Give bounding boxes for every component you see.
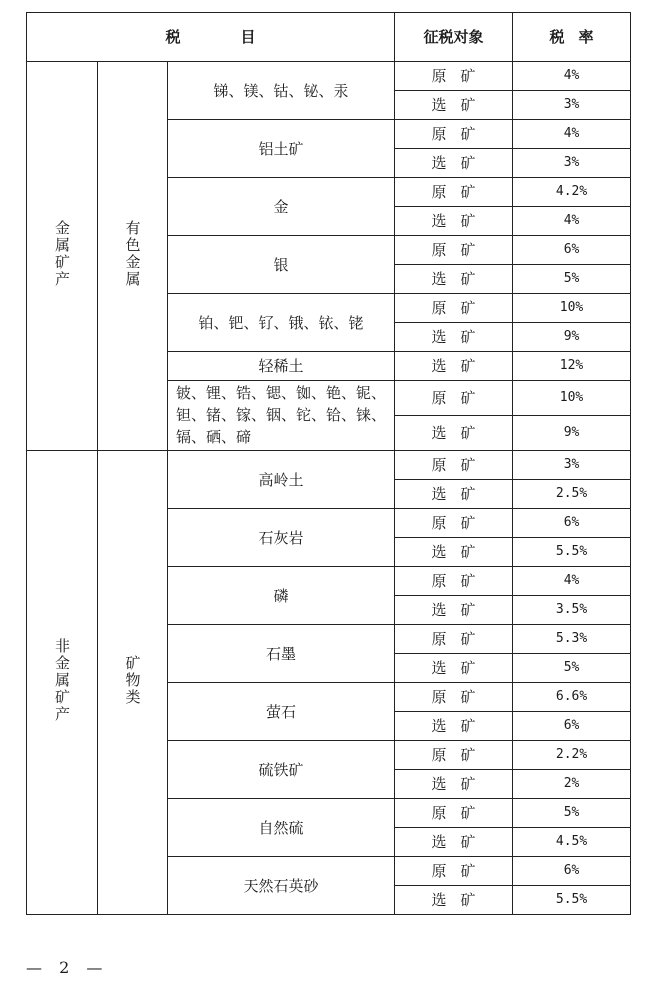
tax-object: 原矿 (395, 294, 513, 323)
tax-rate: 4% (513, 120, 631, 149)
tax-object: 选矿 (395, 352, 513, 381)
category-cell (27, 451, 98, 915)
tax-rate: 4% (513, 62, 631, 91)
tax-rate: 3.5% (513, 596, 631, 625)
subcategory-label: 有色金属 (123, 220, 142, 289)
tax-rate: 3% (513, 149, 631, 178)
tax-rate: 6% (513, 712, 631, 741)
tax-rate: 10% (513, 381, 631, 416)
tax-rate: 4.5% (513, 828, 631, 857)
tax-object: 选矿 (395, 770, 513, 799)
tax-object: 选矿 (395, 654, 513, 683)
header-rate: 税率 (513, 13, 631, 62)
tax-object: 选矿 (395, 207, 513, 236)
tax-rate: 5% (513, 265, 631, 294)
tax-rate: 5.5% (513, 886, 631, 915)
tax-rate: 5% (513, 799, 631, 828)
tax-rate: 12% (513, 352, 631, 381)
category-label: 非金属矿产 (53, 638, 71, 724)
tax-item-name: 萤石 (168, 683, 395, 741)
tax-item-name: 锑、镁、钴、铋、汞 (168, 62, 395, 120)
tax-item-name: 天然石英砂 (168, 857, 395, 915)
tax-rate: 5.3% (513, 625, 631, 654)
tax-object: 原矿 (395, 120, 513, 149)
subcategory-cell (98, 451, 168, 915)
tax-item-name: 石灰岩 (168, 509, 395, 567)
tax-item-name: 金 (168, 178, 395, 236)
tax-object: 原矿 (395, 857, 513, 886)
category-label: 金属矿产 (53, 220, 71, 289)
tax-object: 选矿 (395, 265, 513, 294)
table-row (27, 62, 631, 91)
tax-object: 原矿 (395, 381, 513, 416)
tax-rate: 6% (513, 857, 631, 886)
tax-object: 原矿 (395, 683, 513, 712)
tax-rate: 4% (513, 567, 631, 596)
tax-item-name: 高岭土 (168, 451, 395, 509)
tax-rate: 2.5% (513, 480, 631, 509)
tax-rate: 6% (513, 509, 631, 538)
subcategory-cell (98, 62, 168, 451)
tax-object: 选矿 (395, 323, 513, 352)
tax-object: 原矿 (395, 509, 513, 538)
tax-rate: 10% (513, 294, 631, 323)
tax-object: 原矿 (395, 625, 513, 654)
tax-object: 选矿 (395, 828, 513, 857)
tax-rate: 5.5% (513, 538, 631, 567)
subcategory-label: 矿物类 (123, 655, 142, 707)
tax-item-name: 硫铁矿 (168, 741, 395, 799)
tax-object: 原矿 (395, 799, 513, 828)
page-number: — 2 — (26, 958, 109, 977)
tax-item-name: 银 (168, 236, 395, 294)
tax-item-name: 自然硫 (168, 799, 395, 857)
tax-object: 选矿 (395, 712, 513, 741)
tax-rate: 2% (513, 770, 631, 799)
tax-rate: 9% (513, 416, 631, 451)
tax-item-name: 轻稀土 (168, 352, 395, 381)
tax-object: 选矿 (395, 416, 513, 451)
tax-object: 原矿 (395, 741, 513, 770)
tax-rate: 5% (513, 654, 631, 683)
tax-rate: 3% (513, 451, 631, 480)
tax-rate: 6.6% (513, 683, 631, 712)
tax-object: 选矿 (395, 886, 513, 915)
tax-rate: 2.2% (513, 741, 631, 770)
table-header-row (27, 13, 631, 62)
tax-object: 选矿 (395, 596, 513, 625)
tax-rate: 9% (513, 323, 631, 352)
table-row (27, 451, 631, 480)
tax-rate: 3% (513, 91, 631, 120)
tax-object: 原矿 (395, 62, 513, 91)
tax-item-name: 铍、锂、锆、锶、铷、铯、铌、钽、锗、镓、铟、铊、铪、铼、镉、硒、碲 (168, 381, 395, 451)
tax-object: 原矿 (395, 236, 513, 265)
tax-object: 选矿 (395, 91, 513, 120)
tax-object: 原矿 (395, 451, 513, 480)
tax-rate-table (26, 12, 631, 915)
tax-object: 选矿 (395, 538, 513, 567)
tax-item-name: 石墨 (168, 625, 395, 683)
category-cell (27, 62, 98, 451)
tax-item-name: 铂、钯、钌、锇、铱、铑 (168, 294, 395, 352)
tax-object: 原矿 (395, 178, 513, 207)
header-object: 征税对象 (395, 13, 513, 62)
table-body (27, 62, 631, 915)
tax-object: 原矿 (395, 567, 513, 596)
tax-object: 选矿 (395, 480, 513, 509)
tax-rate: 6% (513, 236, 631, 265)
tax-item-name: 铝土矿 (168, 120, 395, 178)
header-tax-item: 税目 (27, 13, 395, 62)
tax-rate: 4% (513, 207, 631, 236)
tax-item-name: 磷 (168, 567, 395, 625)
tax-rate: 4.2% (513, 178, 631, 207)
tax-object: 选矿 (395, 149, 513, 178)
